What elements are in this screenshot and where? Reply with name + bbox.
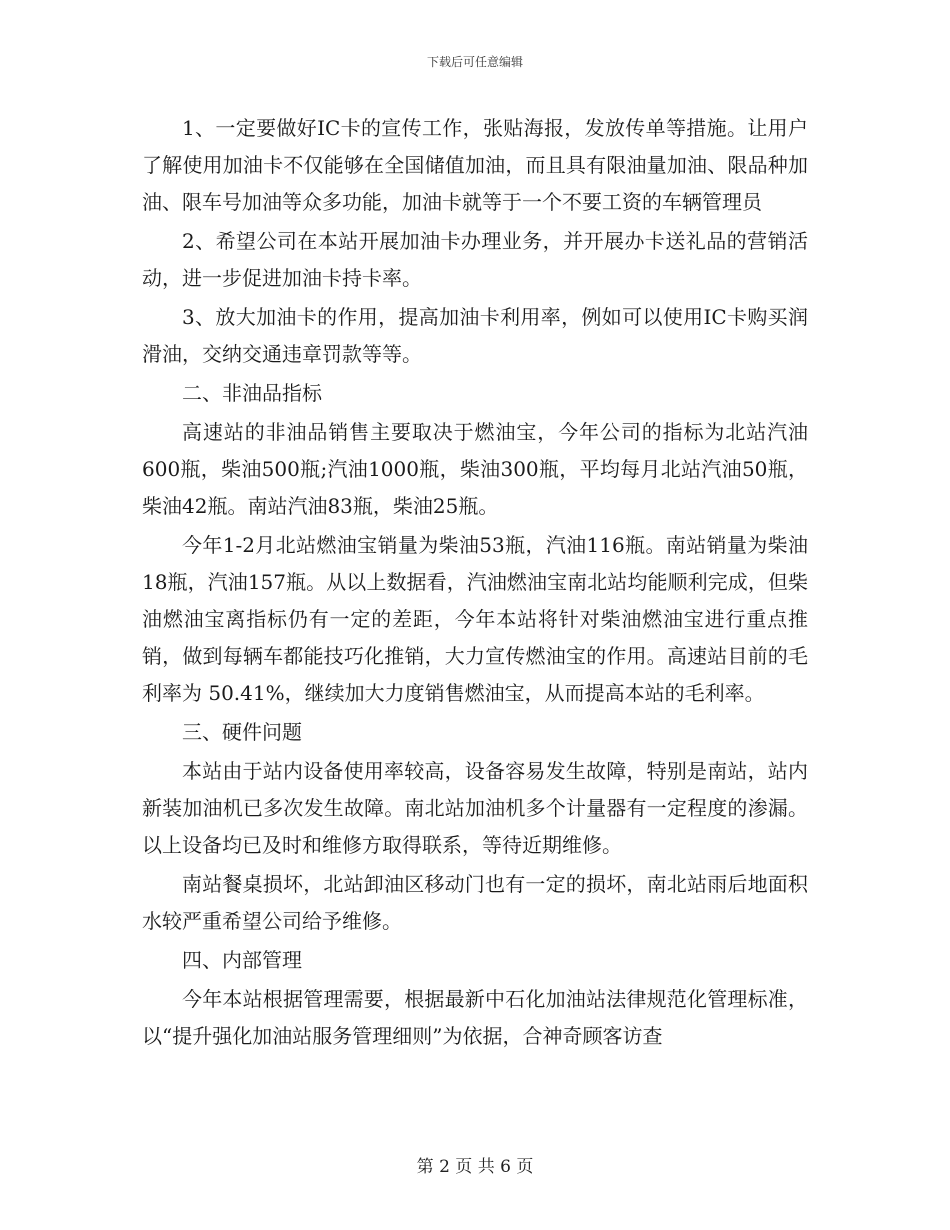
paragraph-card-business: 2、希望公司在本站开展加油卡办理业务，并开展办卡送礼品的营销活动，进一步促进加油卡持卡率。 [142, 229, 808, 290]
section-heading-non-oil: 二、非油品指标 [182, 381, 322, 405]
page-header-note: 下载后可任意编辑 [426, 55, 523, 69]
section-heading-hardware: 三、硬件问题 [182, 720, 302, 744]
paragraph-card-usage: 3、放大加油卡的作用，提高加油卡利用率，例如可以使用IC卡购买润滑油，交纳交通违章罚款等等。 [142, 305, 808, 366]
document-body [142, 110, 808, 1057]
section-heading-internal-management: 四、内部管理 [182, 948, 302, 972]
paragraph-management-standards: 今年本站根据管理需要，根据最新中石化加油站法律规范化管理标准，以“提升强化加油站服务管理细则”为依据，合神奇顾客访查 [142, 987, 808, 1048]
paragraph-equipment-faults: 本站由于站内设备使用率较高，设备容易发生故障，特别是南站，站内新装加油机已多次发生故障。南北站加油机多个计量器有一定程度的渗漏。以上设备均已及时和维修方取得联系，等待近期维修。 [142, 759, 808, 857]
paragraph-repairs-needed: 南站餐桌损坏，北站卸油区移动门也有一定的损坏，南北站雨后地面积水较严重希望公司给予维修。 [142, 872, 808, 933]
paragraph-ic-card-promotion: 1、一定要做好IC卡的宣传工作，张贴海报，发放传单等措施。让用户了解使用加油卡不仅能够在全国储值加油，而且具有限油量加油、限品种加油、限车号加油等众多功能，加油卡就等于一个不要工资的车辆管理员 [142, 116, 808, 214]
paragraph-non-oil-sales: 今年1-2月北站燃油宝销量为柴油53瓶，汽油116瓶。南站销量为柴油18瓶，汽油157瓶。从以上数据看，汽油燃油宝南北站均能顺利完成，但柴油燃油宝离指标仍有一定的差距，今年本站将针对柴油燃油宝进行重点推销，做到每辆车都能技巧化推销，大力宣传燃油宝的作用。高速站目前的毛利率为 50.41%，继续加大力度销售燃油宝，从而提高本站的毛利率。 [142, 533, 808, 705]
paragraph-non-oil-targets: 高速站的非油品销售主要取决于燃油宝，今年公司的指标为北站汽油600瓶，柴油500瓶;汽油1000瓶，柴油300瓶，平均每月北站汽油50瓶，柴油42瓶。南站汽油83瓶，柴油25瓶。 [142, 420, 808, 518]
page-number-footer: 第 2 页 共 6 页 [416, 1157, 534, 1177]
